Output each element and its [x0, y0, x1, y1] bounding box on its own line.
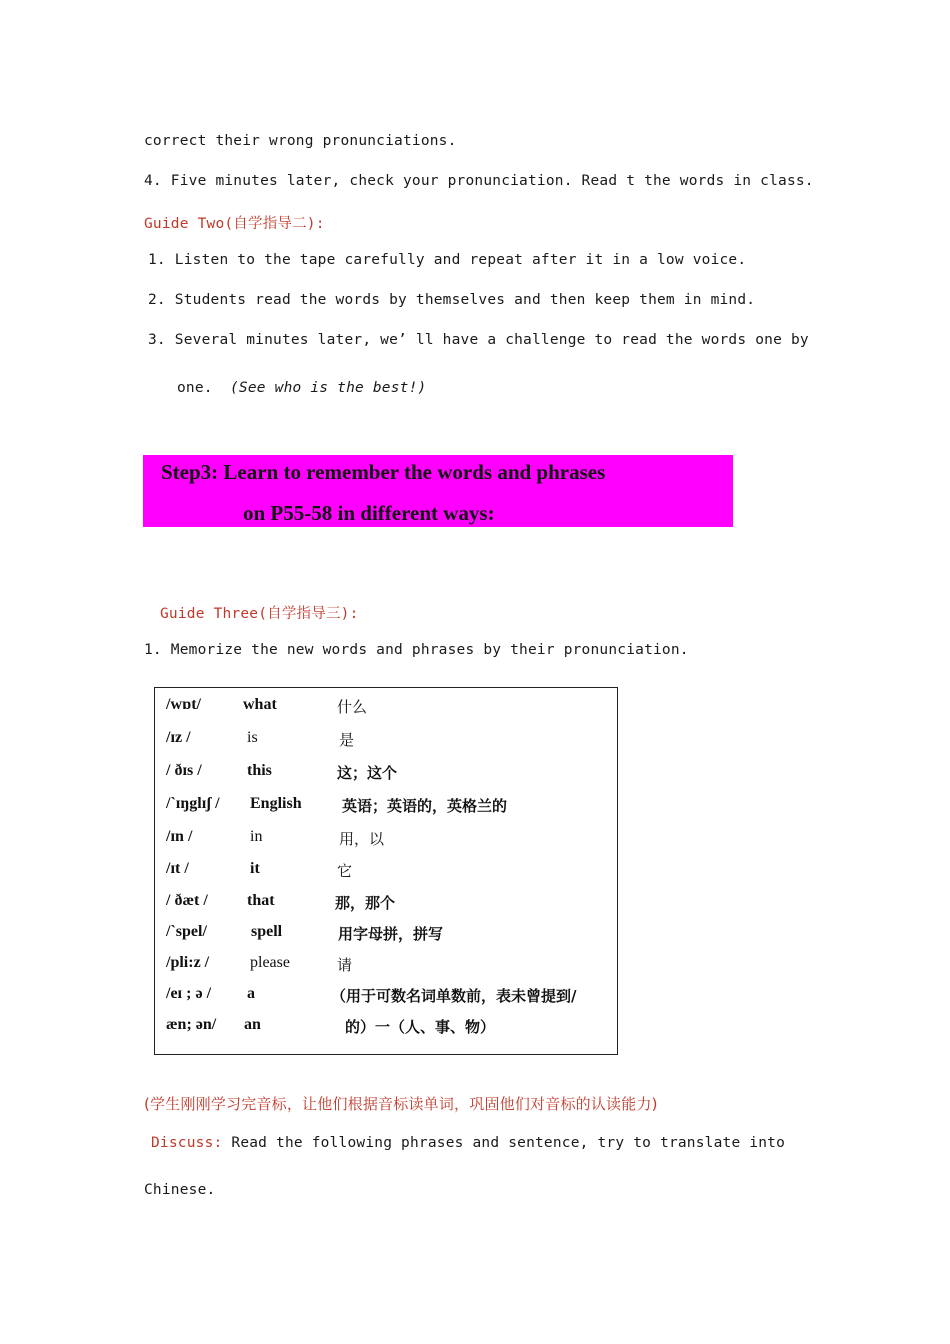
meaning-cell: （用于可数名词单数前，表未曾提到/ [331, 987, 577, 1005]
word-cell: spell [251, 923, 283, 940]
list-item: 2. Students read the words by themselves and then keep them in mind. [148, 292, 756, 308]
table-row [155, 696, 617, 720]
table-row [155, 795, 617, 819]
ipa-cell: /eɪ ; ə / [166, 985, 212, 1002]
discuss-line [151, 1135, 785, 1151]
ipa-cell: /ɪt / [166, 860, 189, 877]
word-cell: a [247, 985, 255, 1002]
meaning-cell: 的）一（人、事、物） [345, 1018, 496, 1036]
text-line: 4. Five minutes later, check your pronunciation. Read t the words in class. [144, 173, 814, 189]
ipa-cell: / ðɪs / [166, 762, 202, 779]
word-cell: please [250, 954, 290, 971]
banner-subtitle: on P55-58 in different ways: [243, 501, 495, 525]
meaning-cell: 请 [337, 956, 353, 974]
aside-text: (See who is the best!) [230, 380, 427, 396]
table-row [155, 892, 617, 916]
meaning-cell: 用，以 [339, 830, 385, 848]
word-cell: is [247, 729, 258, 746]
meaning-cell: 这；这个 [337, 764, 398, 782]
word-cell: what [243, 696, 277, 713]
discuss-label: Discuss: [151, 1135, 223, 1151]
list-item: 1. Memorize the new words and phrases by their pronunciation. [144, 642, 689, 658]
meaning-cell: 什么 [337, 698, 368, 716]
table-row [155, 828, 617, 852]
list-item: 1. Listen to the tape carefully and repeat after it in a low voice. [148, 252, 747, 268]
ipa-cell: /ˋspel/ [166, 923, 207, 940]
ipa-cell: /ɪz / [166, 729, 191, 746]
discuss-text-continued: Chinese. [144, 1182, 216, 1198]
table-row [155, 923, 617, 947]
word-cell: in [250, 828, 263, 845]
table-row [155, 860, 617, 884]
ipa-cell: / ðæt / [166, 892, 208, 909]
ipa-cell: /ˋɪŋglɪʃ / [166, 795, 220, 812]
word-cell: that [247, 892, 275, 909]
table-row [155, 762, 617, 786]
guide-three-heading: Guide Three(自学指导三): [160, 606, 359, 622]
word-cell: an [244, 1016, 261, 1033]
discuss-text: Read the following phrases and sentence, try to translate into [222, 1135, 786, 1151]
meaning-cell: 用字母拼，拼写 [338, 925, 444, 943]
meaning-cell: 英语；英语的，英格兰的 [342, 797, 508, 815]
word-cell: it [250, 860, 260, 877]
meaning-cell: 那，那个 [335, 894, 396, 912]
teacher-note: (学生刚刚学习完音标，让他们根据音标读单词，巩固他们对音标的认读能力) [144, 1095, 658, 1113]
ipa-cell: æn; ən/ [166, 1016, 217, 1033]
ipa-cell: /wɒt/ [166, 696, 201, 713]
table-row [155, 954, 617, 978]
step3-banner [143, 455, 733, 527]
table-row [155, 1016, 617, 1040]
meaning-cell: 是 [339, 731, 355, 749]
ipa-cell: /pli:z / [166, 954, 210, 971]
vocab-table [154, 687, 618, 1055]
banner-title: Step3: Learn to remember the words and phrases [161, 460, 606, 484]
table-row [155, 729, 617, 753]
guide-two-heading: Guide Two(自学指导二): [144, 216, 325, 232]
text-line: correct their wrong pronunciations. [144, 133, 457, 149]
list-item: 3. Several minutes later, we’ ll have a challenge to read the words one by [148, 332, 809, 348]
table-row [155, 985, 617, 1009]
word-cell: English [250, 795, 302, 812]
meaning-cell: 它 [337, 862, 353, 880]
ipa-cell: /ɪn / [166, 828, 193, 845]
word-cell: this [247, 762, 272, 779]
list-item-continuation: one. [177, 380, 213, 396]
